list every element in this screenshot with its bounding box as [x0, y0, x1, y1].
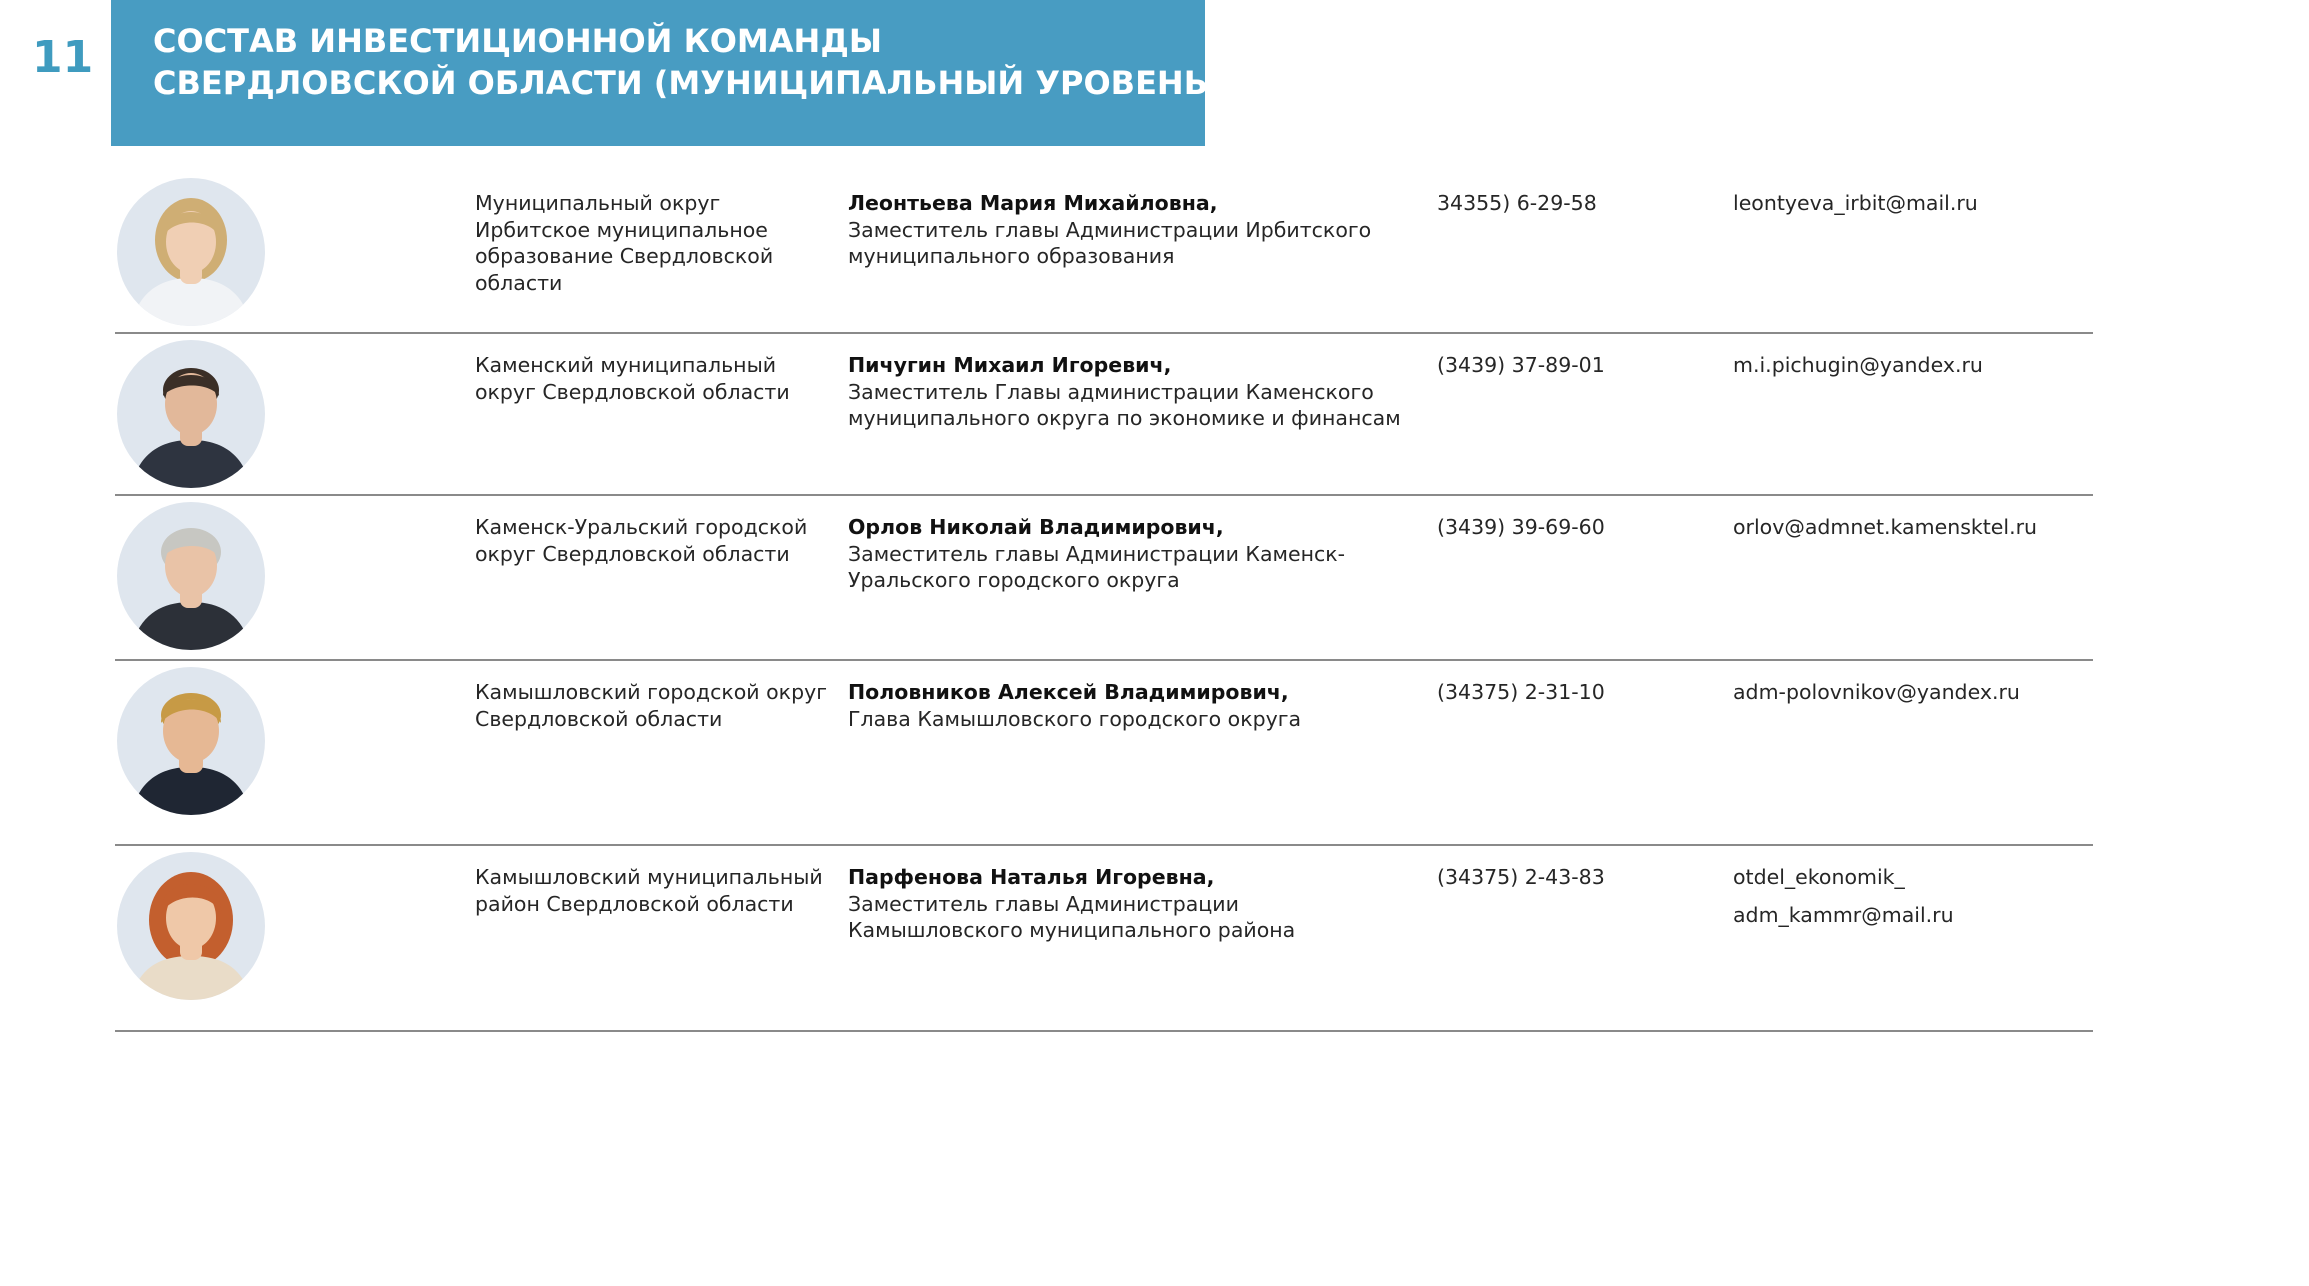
- email-address[interactable]: [1733, 679, 2093, 706]
- municipality-name: Муниципальный округ Ирбитское муниципальное образование Свердловской области: [475, 191, 774, 295]
- person-info: [848, 352, 1418, 432]
- person-photo: [117, 852, 265, 1000]
- email-address[interactable]: [1733, 352, 2093, 379]
- email-line[interactable]: adm-polovnikov@yandex.ru: [1733, 680, 2020, 704]
- person-photo: [117, 340, 265, 488]
- email-line[interactable]: leontyeva_irbit@mail.ru: [1733, 191, 1978, 215]
- person-name: Парфенова Наталья Игоревна,: [848, 865, 1215, 889]
- person-position: Заместитель главы Администрации Камышловского муниципального района: [848, 891, 1296, 942]
- email-line[interactable]: otdel_ekonomik_: [1733, 865, 1905, 889]
- team-member-row: [115, 334, 2093, 496]
- email-address[interactable]: [1733, 514, 2093, 541]
- person-name: Орлов Николай Владимирович,: [848, 515, 1224, 539]
- person-position: Заместитель Главы администрации Каменского муниципального округа по экономике и финансам: [848, 379, 1401, 430]
- phone-number: (3439) 37-89-01: [1437, 353, 1605, 377]
- person-info: [848, 679, 1418, 732]
- email-address[interactable]: [1733, 190, 2093, 217]
- phone-number: (34375) 2-31-10: [1437, 680, 1605, 704]
- page-title-line-2: СВЕРДЛОВСКОЙ ОБЛАСТИ (МУНИЦИПАЛЬНЫЙ УРОВЕНЬ): [153, 64, 1223, 102]
- person-name: Пичугин Михаил Игоревич,: [848, 353, 1172, 377]
- person-info: [848, 190, 1418, 270]
- person-position: Заместитель главы Администрации Ирбитского муниципального образования: [848, 217, 1372, 268]
- phone-number: (34375) 2-43-83: [1437, 865, 1605, 889]
- person-photo: [117, 178, 265, 326]
- team-member-row: [115, 172, 2093, 334]
- person-portrait-icon: [117, 502, 265, 650]
- municipality-name: Камышловский городской округ Свердловской области: [475, 680, 827, 731]
- email-line[interactable]: m.i.pichugin@yandex.ru: [1733, 353, 1983, 377]
- email-address[interactable]: [1733, 864, 2093, 928]
- person-portrait-icon: [117, 178, 265, 326]
- municipality-name: Каменск-Уральский городской округ Свердловской области: [475, 515, 808, 566]
- person-name: Половников Алексей Владимирович,: [848, 680, 1289, 704]
- person-portrait-icon: [117, 667, 265, 815]
- person-info: [848, 864, 1418, 944]
- person-portrait-icon: [117, 852, 265, 1000]
- person-photo: [117, 667, 265, 815]
- person-name: Леонтьева Мария Михайловна,: [848, 191, 1218, 215]
- person-photo: [117, 502, 265, 650]
- page-number: 11: [32, 32, 94, 83]
- phone-number: 34355) 6-29-58: [1437, 191, 1597, 215]
- page-title: [111, 0, 1223, 146]
- email-line[interactable]: adm_kammr@mail.ru: [1733, 902, 1954, 927]
- phone-number: (3439) 39-69-60: [1437, 515, 1605, 539]
- municipality-name: Каменский муниципальный округ Свердловской области: [475, 353, 790, 404]
- investment-team-table: [115, 172, 2093, 1032]
- team-member-row: [115, 846, 2093, 1032]
- person-portrait-icon: [117, 340, 265, 488]
- page-title-line-1: СОСТАВ ИНВЕСТИЦИОННОЙ КОМАНДЫ: [153, 22, 882, 60]
- person-position: Заместитель главы Администрации Каменск-Уральского городского округа: [848, 541, 1346, 592]
- person-info: [848, 514, 1418, 594]
- email-line[interactable]: orlov@admnet.kamensktel.ru: [1733, 515, 2038, 539]
- person-position: Глава Камышловского городского округа: [848, 706, 1302, 731]
- municipality-name: Камышловский муниципальный район Свердловской области: [475, 865, 823, 916]
- team-member-row: [115, 661, 2093, 846]
- team-member-row: [115, 496, 2093, 661]
